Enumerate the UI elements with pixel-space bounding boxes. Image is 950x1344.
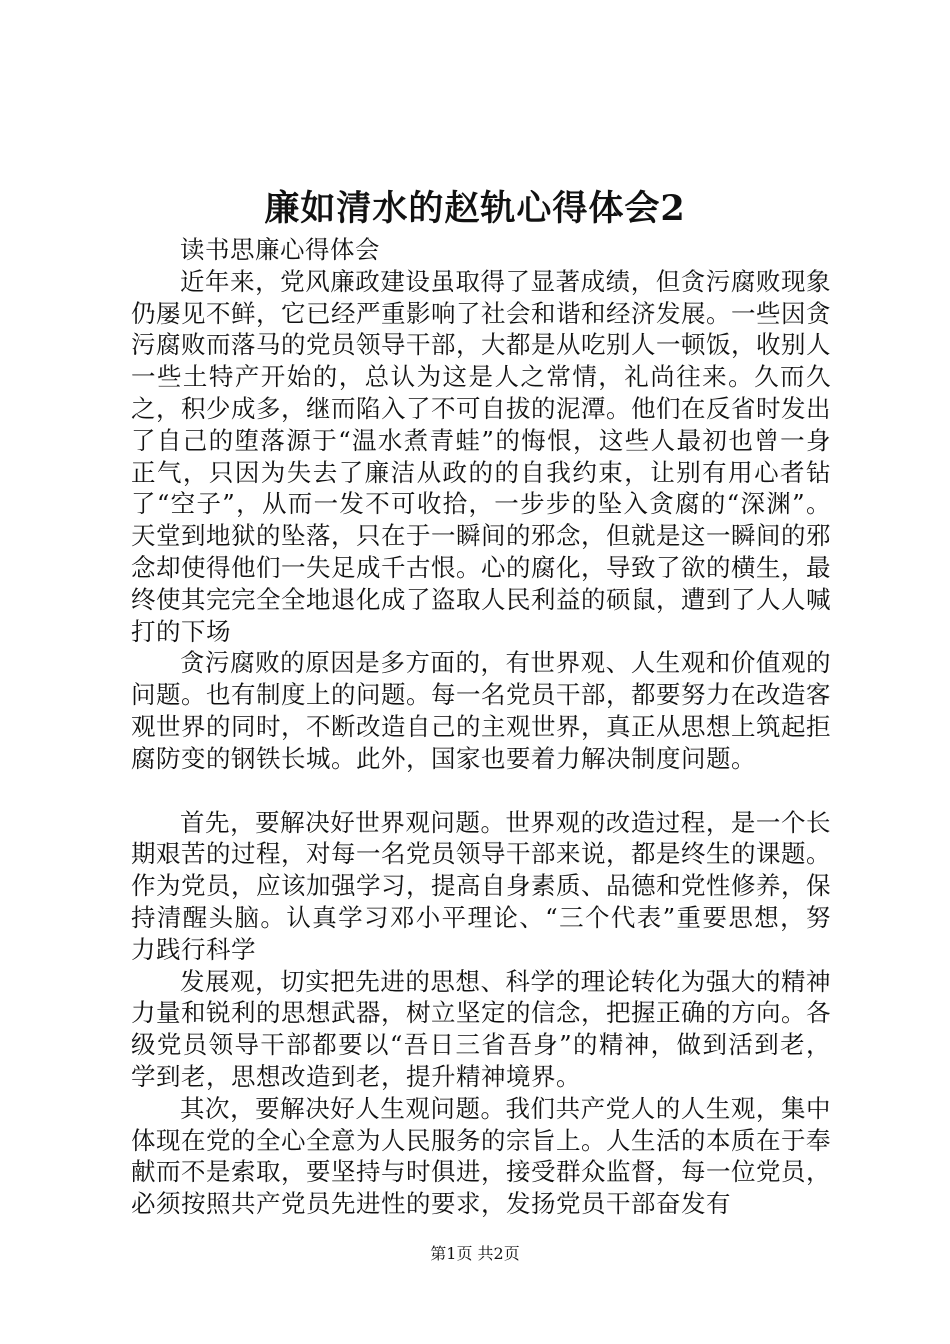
paragraph: 贪污腐败的原因是多方面的，有世界观、人生观和价值观的问题。也有制度上的问题。每一名党员干部，都要努力在改造客观世界的同时，不断改造自己的主观世界，真正从思想上筑起拒腐防变的钢铁长城。此外，国家也要着力解决制度问题。 xyxy=(131,648,831,773)
paragraph: 其次，要解决好人生观问题。我们共产党人的人生观，集中体现在党的全心全意为人民服务的宗旨上。人生活的本质在于奉献而不是索取，要坚持与时俱进，接受群众监督，每一位党员，必须按照共产党员先进性的要求，发扬党员干部奋发有 xyxy=(131,1093,831,1219)
paragraph: 近年来，党风廉政建设虽取得了显著成绩，但贪污腐败现象仍屡见不鲜，它已经严重影响了社会和谐和经济发展。一些因贪污腐败而落马的党员领导干部，大都是从吃别人一顿饭，收别人一些土特产开始的，总认为这是人之常情，礼尚往来。久而久之，积少成多，继而陷入了不可自拔的泥潭。他们在反省时发出了自己的堕落源于“温水煮青蛙”的悔恨，这些人最初也曾一身正气，只因为失去了廉洁从政的的自我约束，让别有用心者钻了“空子”，从而一发不可收拾，一步步的坠入贪腐的“深渊”。天堂到地狱的坠落，只在于一瞬间的邪念，但就是这一瞬间的邪念却使得他们一失足成千古恨。心的腐化，导致了欲的横生，最终使其完完全全地退化成了盗取人民利益的硕鼠，遭到了人人喊打的下场 xyxy=(131,266,831,646)
page-number-footer: 第1页 共2页 xyxy=(430,1244,520,1263)
document-body xyxy=(131,234,831,1220)
document-subtitle: 读书思廉心得体会 xyxy=(180,235,380,264)
paragraph: 发展观，切实把先进的思想、科学的理论转化为强大的精神力量和锐利的思想武器，树立坚定的信念，把握正确的方向。各级党员领导干部都要以“吾日三省吾身”的精神，做到活到老，学到老，思想改造到老，提升精神境界。 xyxy=(131,966,831,1091)
page-title: 廉如清水的赵轨心得体会2 xyxy=(264,188,686,229)
paragraph: 首先，要解决好世界观问题。世界观的改造过程，是一个长期艰苦的过程，对每一名党员领导干部来说，都是终生的课题。作为党员，应该加强学习，提高自身素质、品德和党性修养，保持清醒头脑。认真学习邓小平理论、“三个代表”重要思想，努力践行科学 xyxy=(131,807,831,964)
